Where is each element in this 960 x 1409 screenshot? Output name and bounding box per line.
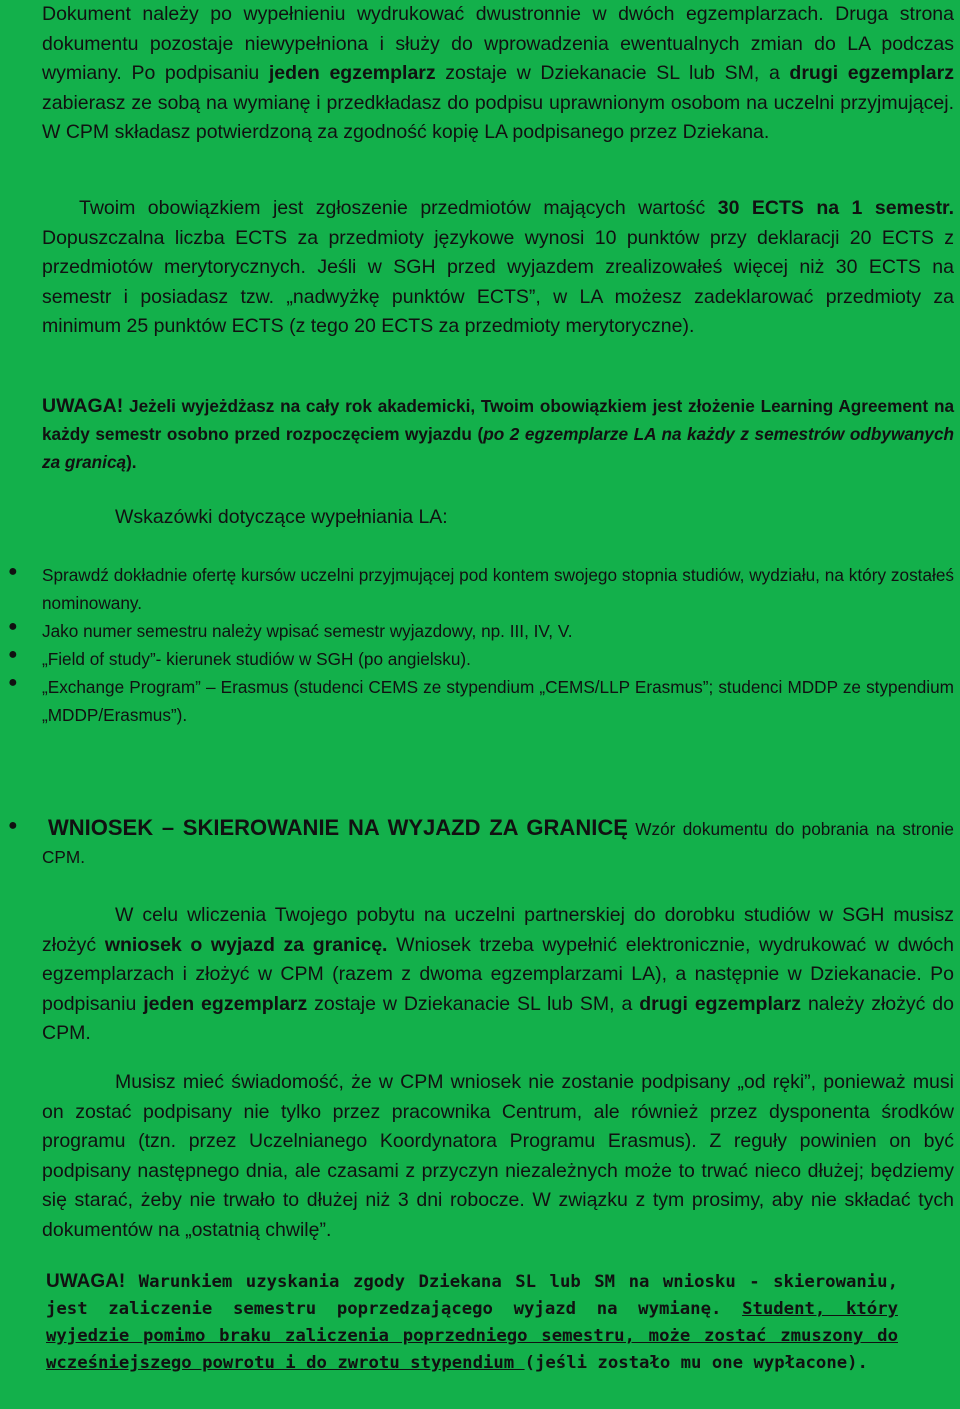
bullet-icon: ● [8, 817, 18, 834]
la-instructions-paragraph: Dokument należy po wypełnieniu wydrukować dwustronnie w dwóch egzemplarzach. Druga strona dokumentu pozostaje niewypełniona i służy do wprowadzenia ewentualnych zmian do LA podczas wymiany. Po podpisaniu jeden egzemplarz zostaje w Dziekanacie SL lub SM, a drugi egzemplarz zabierasz ze sobą na wymianę i przedkładasz do podpisu uprawnionym osobom na uczelni przyjmującej. W CPM składasz potwierdzoną za zgodność kopię LA podpisanego przez Dziekana. [42, 3, 954, 143]
signature-notice-paragraph: Musisz mieć świadomość, że w CPM wniosek nie zostanie podpisany „od ręki”, ponieważ musi on zostać podpisany nie tylko przez pracownika Centrum, ale również przez dysponenta środków programu (tzn. przez Uczelnianego Koordynatora Programu Erasmus). Z reguły powinien on być podpisany następnego dnia, ale czasami z przyczyn niezależnych może to trwać nieco dłużej; będziemy się starać, żeby nie trwało to dłużej niż 3 dni robocze. W związku z tym prosimy, aby nie składać tych dokumentów na „ostatnią chwilę”. [42, 1071, 954, 1241]
bullet-icon: ● [8, 563, 18, 580]
wniosek-heading: WNIOSEK – SKIEROWANIE NA WYJAZD ZA GRANICĘ Wzór dokumentu do pobrania na stronie CPM. [42, 815, 954, 867]
tip-item: „Exchange Program” – Erasmus (studenci CEMS ze stypendium „CEMS/LLP Erasmus”; studenci MDDP ze stypendium „MDDP/Erasmus”). [42, 677, 954, 725]
tip-item: „Field of study”- kierunek studiów w SGH (po angielsku). [42, 649, 471, 669]
tip-item: Sprawdź dokładnie ofertę kursów uczelni przyjmującej pod kontem swojego stopnia studiów, wydziału, na który zostałeś nominowany. [42, 565, 954, 613]
bullet-icon: ● [8, 618, 18, 635]
tips-title: Wskazówki dotyczące wypełniania LA: [115, 506, 448, 528]
bullet-icon: ● [8, 674, 18, 691]
la-warning-paragraph: UWAGA! Jeżeli wyjeżdżasz na cały rok akademicki, Twoim obowiązkiem jest złożenie Learning Agreement na każdy semestr osobno przed rozpoczęciem wyjazdu (po 2 egzemplarze LA na każdy z semestrów odbywanych za granicą). [42, 395, 954, 472]
tip-item: Jako numer semestru należy wpisać semestr wyjazdowy, np. III, IV, V. [42, 621, 573, 641]
bullet-icon: ● [8, 646, 18, 663]
ects-paragraph: Twoim obowiązkiem jest zgłoszenie przedmiotów mających wartość 30 ECTS na 1 semestr. Dopuszczalna liczba ECTS za przedmioty językowe wynosi 10 punktów przy deklaracji 20 ECTS z przedmiotów merytorycznych. Jeśli w SGH przed wyjazdem zrealizowałeś więcej niż 30 ECTS na semestr i posiadasz tzw. „nadwyżkę punktów ECTS”, w LA możesz zadeklarować przedmioty za minimum 25 punktów ECTS (z tego 20 ECTS za przedmioty merytoryczne). [42, 197, 954, 337]
wniosek-paragraph: W celu wliczenia Twojego pobytu na uczelni partnerskiej do dorobku studiów w SGH musisz złożyć wniosek o wyjazd za granicę. Wniosek trzeba wypełnić elektronicznie, wydrukować w dwóch egzemplarzach i złożyć w CPM (razem z dwoma egzemplarzami LA), a następnie w Dziekanacie. Po podpisaniu jeden egzemplarz zostaje w Dziekanacie SL lub SM, a drugi egzemplarz należy złożyć do CPM. [42, 904, 954, 1044]
wniosek-warning-paragraph: UWAGA! Warunkiem uzyskania zgody Dziekana SL lub SM na wniosku - skierowaniu, jest zaliczenie semestru poprzedzającego wyjazd na wymianę. Student, który wyjedzie pomimo braku zaliczenia poprzedniego semestru, może zostać zmuszony do wcześniejszego powrotu i do zwrotu stypendium (jeśli zostało mu one wypłacone). [46, 1271, 898, 1373]
